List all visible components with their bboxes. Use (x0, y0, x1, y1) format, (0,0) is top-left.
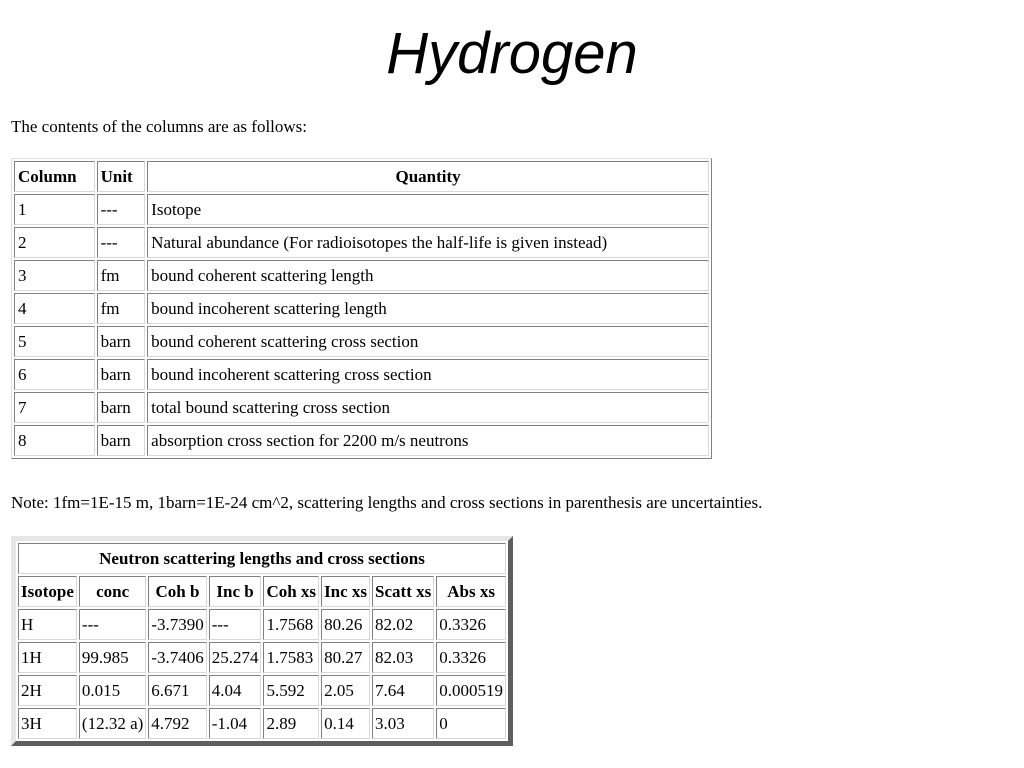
column-number: 2 (14, 227, 95, 258)
column-quantity: bound incoherent scattering cross section (147, 359, 709, 390)
unit-header: Unit (97, 161, 146, 192)
column-unit: barn (97, 326, 146, 357)
coh-b-header: Coh b (148, 576, 206, 607)
column-unit: --- (97, 227, 146, 258)
abs-xs-cell: 0 (436, 708, 506, 739)
column-number: 1 (14, 194, 95, 225)
scatt-xs-cell: 7.64 (372, 675, 434, 706)
abs-xs-cell: 0.000519 (436, 675, 506, 706)
isotope-cell: H (18, 609, 77, 640)
note-text: Note: 1fm=1E-15 m, 1barn=1E-24 cm^2, scattering lengths and cross sections in parenthesis are uncertainties. (11, 493, 763, 512)
column-quantity: absorption cross section for 2200 m/s neutrons (147, 425, 709, 456)
slide-title: Hydrogen (386, 21, 638, 86)
abs-xs-cell: 0.3326 (436, 609, 506, 640)
inc-xs-cell: 0.14 (321, 708, 370, 739)
conc-cell: (12.32 a) (79, 708, 146, 739)
column-unit: barn (97, 425, 146, 456)
isotope-cell: 2H (18, 675, 77, 706)
column-number: 7 (14, 392, 95, 423)
column-unit: --- (97, 194, 146, 225)
table-row (18, 708, 506, 739)
inc-xs-cell: 80.26 (321, 609, 370, 640)
column-header: Column (14, 161, 95, 192)
inc-b-cell: --- (209, 609, 262, 640)
column-quantity: bound coherent scattering cross section (147, 326, 709, 357)
isotope-cell: 1H (18, 642, 77, 673)
scatt-xs-cell: 3.03 (372, 708, 434, 739)
inc-b-header: Inc b (209, 576, 262, 607)
table-row (14, 260, 709, 291)
table-row (18, 609, 506, 640)
table-row (18, 675, 506, 706)
coh-xs-cell: 1.7568 (263, 609, 319, 640)
intro-text: The contents of the columns are as follows: (11, 117, 308, 136)
neutron-title-row (18, 543, 506, 574)
column-unit: fm (97, 293, 146, 324)
column-number: 3 (14, 260, 95, 291)
table-row (14, 326, 709, 357)
neutron-table (11, 536, 513, 746)
scatt-xs-header: Scatt xs (372, 576, 434, 607)
table-row (14, 293, 709, 324)
columns-header-row (14, 161, 709, 192)
inc-xs-cell: 2.05 (321, 675, 370, 706)
quantity-header: Quantity (147, 161, 709, 192)
column-number: 5 (14, 326, 95, 357)
column-unit: barn (97, 392, 146, 423)
inc-xs-header: Inc xs (321, 576, 370, 607)
column-number: 6 (14, 359, 95, 390)
inc-b-cell: 25.274 (209, 642, 262, 673)
table-row (14, 227, 709, 258)
coh-b-cell: -3.7390 (148, 609, 206, 640)
coh-b-cell: 6.671 (148, 675, 206, 706)
neutron-table-title: Neutron scattering lengths and cross sections (18, 543, 506, 574)
coh-xs-cell: 5.592 (263, 675, 319, 706)
conc-cell: 99.985 (79, 642, 146, 673)
coh-xs-cell: 1.7583 (263, 642, 319, 673)
coh-xs-header: Coh xs (263, 576, 319, 607)
table-row (14, 359, 709, 390)
abs-xs-cell: 0.3326 (436, 642, 506, 673)
column-quantity: bound incoherent scattering length (147, 293, 709, 324)
table-row (14, 194, 709, 225)
column-number: 4 (14, 293, 95, 324)
column-unit: fm (97, 260, 146, 291)
column-quantity: Natural abundance (For radioisotopes the half-life is given instead) (147, 227, 709, 258)
conc-header: conc (79, 576, 146, 607)
table-row (14, 425, 709, 456)
table-row (18, 642, 506, 673)
inc-xs-cell: 80.27 (321, 642, 370, 673)
coh-b-cell: -3.7406 (148, 642, 206, 673)
table-row (14, 392, 709, 423)
inc-b-cell: 4.04 (209, 675, 262, 706)
neutron-header-row (18, 576, 506, 607)
isotope-cell: 3H (18, 708, 77, 739)
column-quantity: Isotope (147, 194, 709, 225)
scatt-xs-cell: 82.02 (372, 609, 434, 640)
column-unit: barn (97, 359, 146, 390)
scatt-xs-cell: 82.03 (372, 642, 434, 673)
abs-xs-header: Abs xs (436, 576, 506, 607)
columns-table (11, 158, 712, 459)
coh-b-cell: 4.792 (148, 708, 206, 739)
inc-b-cell: -1.04 (209, 708, 262, 739)
isotope-header: Isotope (18, 576, 77, 607)
conc-cell: 0.015 (79, 675, 146, 706)
column-number: 8 (14, 425, 95, 456)
column-quantity: bound coherent scattering length (147, 260, 709, 291)
conc-cell: --- (79, 609, 146, 640)
coh-xs-cell: 2.89 (263, 708, 319, 739)
column-quantity: total bound scattering cross section (147, 392, 709, 423)
